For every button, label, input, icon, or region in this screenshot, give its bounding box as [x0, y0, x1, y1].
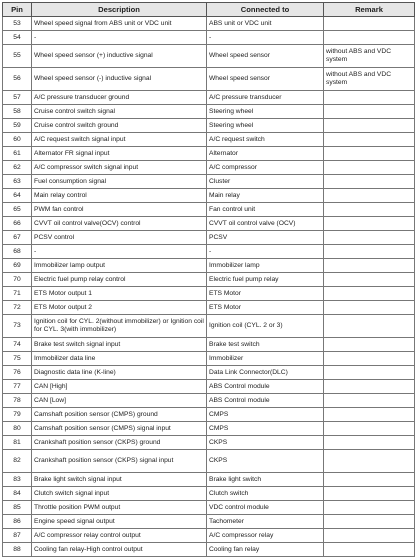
- remark-cell: [324, 394, 415, 408]
- pin-cell: 57: [3, 91, 32, 105]
- description-cell: -: [32, 31, 207, 45]
- remark-cell: [324, 529, 415, 543]
- pin-cell: 69: [3, 259, 32, 273]
- table-row: [3, 394, 415, 408]
- connected-to-cell: Fan control unit: [207, 203, 324, 217]
- header-remark: Remark: [324, 3, 415, 17]
- table-row: [3, 133, 415, 147]
- table-row: [3, 175, 415, 189]
- connected-to-cell: Wheel speed sensor: [207, 45, 324, 68]
- connected-to-cell: PCSV: [207, 231, 324, 245]
- description-cell: Alternator FR signal input: [32, 147, 207, 161]
- description-cell: Immobilizer lamp output: [32, 259, 207, 273]
- remark-cell: [324, 473, 415, 487]
- connected-to-cell: ETS Motor: [207, 301, 324, 315]
- header-pin: Pin: [3, 3, 32, 17]
- remark-cell: [324, 231, 415, 245]
- description-cell: PWM fan control: [32, 203, 207, 217]
- table-row: [3, 45, 415, 68]
- connected-to-cell: Immobilizer: [207, 352, 324, 366]
- pin-cell: 77: [3, 380, 32, 394]
- pin-cell: 54: [3, 31, 32, 45]
- pin-cell: 87: [3, 529, 32, 543]
- connected-to-cell: -: [207, 245, 324, 259]
- connected-to-cell: Cluster: [207, 175, 324, 189]
- description-cell: Diagnostic data line (K-line): [32, 366, 207, 380]
- description-cell: CAN [High]: [32, 380, 207, 394]
- connected-to-cell: ABS unit or VDC unit: [207, 17, 324, 31]
- remark-cell: [324, 133, 415, 147]
- description-cell: Wheel speed signal from ABS unit or VDC unit: [32, 17, 207, 31]
- remark-cell: [324, 301, 415, 315]
- connected-to-cell: CKPS: [207, 436, 324, 450]
- table-row: [3, 315, 415, 338]
- table-row: [3, 273, 415, 287]
- connected-to-cell: ABS Control module: [207, 394, 324, 408]
- description-cell: A/C compressor switch signal input: [32, 161, 207, 175]
- pin-cell: 84: [3, 487, 32, 501]
- remark-cell: without ABS and VDC system: [324, 68, 415, 91]
- description-cell: CVVT oil control valve(OCV) control: [32, 217, 207, 231]
- connected-to-cell: Main relay: [207, 189, 324, 203]
- remark-cell: [324, 315, 415, 338]
- remark-cell: [324, 91, 415, 105]
- table-row: [3, 287, 415, 301]
- description-cell: Wheel speed sensor (-) inductive signal: [32, 68, 207, 91]
- description-cell: Immobilizer data line: [32, 352, 207, 366]
- table-row: [3, 217, 415, 231]
- pin-table: [2, 2, 414, 557]
- description-cell: Fuel consumption signal: [32, 175, 207, 189]
- remark-cell: [324, 408, 415, 422]
- pin-cell: 65: [3, 203, 32, 217]
- pin-cell: 82: [3, 450, 32, 473]
- remark-cell: [324, 203, 415, 217]
- connected-to-cell: Alternator: [207, 147, 324, 161]
- table-row: [3, 436, 415, 450]
- pin-cell: 79: [3, 408, 32, 422]
- table-row: [3, 408, 415, 422]
- table-row: [3, 231, 415, 245]
- connected-to-cell: CMPS: [207, 422, 324, 436]
- remark-cell: [324, 217, 415, 231]
- table-row: [3, 338, 415, 352]
- description-cell: Crankshaft position sensor (CKPS) signal input: [32, 450, 207, 473]
- table-row: [3, 501, 415, 515]
- connected-to-cell: Steering wheel: [207, 105, 324, 119]
- description-cell: Wheel speed sensor (+) inductive signal: [32, 45, 207, 68]
- connected-to-cell: A/C request switch: [207, 133, 324, 147]
- connected-to-cell: CKPS: [207, 450, 324, 473]
- table-row: [3, 259, 415, 273]
- remark-cell: [324, 450, 415, 473]
- description-cell: Throttle position PWM output: [32, 501, 207, 515]
- pin-cell: 74: [3, 338, 32, 352]
- pin-cell: 60: [3, 133, 32, 147]
- pin-cell: 76: [3, 366, 32, 380]
- table-row: [3, 119, 415, 133]
- remark-cell: [324, 287, 415, 301]
- remark-cell: [324, 273, 415, 287]
- table-row: [3, 203, 415, 217]
- table-row: [3, 68, 415, 91]
- connected-to-cell: Cooling fan relay: [207, 543, 324, 557]
- pin-cell: 70: [3, 273, 32, 287]
- table-row: [3, 161, 415, 175]
- connected-to-cell: CVVT oil control valve (OCV): [207, 217, 324, 231]
- connected-to-cell: A/C compressor: [207, 161, 324, 175]
- description-cell: Camshaft position sensor (CMPS) signal input: [32, 422, 207, 436]
- remark-cell: [324, 245, 415, 259]
- table-row: [3, 105, 415, 119]
- pin-cell: 63: [3, 175, 32, 189]
- connected-to-cell: Wheel speed sensor: [207, 68, 324, 91]
- remark-cell: [324, 31, 415, 45]
- description-cell: Cruise control switch signal: [32, 105, 207, 119]
- pin-cell: 67: [3, 231, 32, 245]
- remark-cell: [324, 436, 415, 450]
- remark-cell: [324, 119, 415, 133]
- connected-to-cell: CMPS: [207, 408, 324, 422]
- remark-cell: [324, 487, 415, 501]
- pin-cell: 55: [3, 45, 32, 68]
- connected-to-cell: Data Link Connector(DLC): [207, 366, 324, 380]
- pin-cell: 72: [3, 301, 32, 315]
- pin-cell: 71: [3, 287, 32, 301]
- description-cell: CAN [Low]: [32, 394, 207, 408]
- pin-cell: 80: [3, 422, 32, 436]
- pin-cell: 53: [3, 17, 32, 31]
- table-row: [3, 543, 415, 557]
- connector-pin-table: [2, 2, 415, 557]
- description-cell: Brake light switch signal input: [32, 473, 207, 487]
- pin-cell: 73: [3, 315, 32, 338]
- header-description: Description: [32, 3, 207, 17]
- table-row: [3, 17, 415, 31]
- remark-cell: [324, 338, 415, 352]
- pin-cell: 75: [3, 352, 32, 366]
- remark-cell: [324, 352, 415, 366]
- description-cell: A/C request switch signal input: [32, 133, 207, 147]
- connected-to-cell: -: [207, 31, 324, 45]
- pin-cell: 86: [3, 515, 32, 529]
- table-row: [3, 366, 415, 380]
- remark-cell: [324, 161, 415, 175]
- table-row: [3, 422, 415, 436]
- pin-cell: 61: [3, 147, 32, 161]
- connected-to-cell: ABS Control module: [207, 380, 324, 394]
- pin-cell: 85: [3, 501, 32, 515]
- connected-to-cell: Ignition coil (CYL. 2 or 3): [207, 315, 324, 338]
- remark-cell: [324, 17, 415, 31]
- pin-cell: 83: [3, 473, 32, 487]
- pin-cell: 62: [3, 161, 32, 175]
- table-row: [3, 245, 415, 259]
- remark-cell: [324, 422, 415, 436]
- pin-cell: 78: [3, 394, 32, 408]
- table-row: [3, 352, 415, 366]
- description-cell: Camshaft position sensor (CMPS) ground: [32, 408, 207, 422]
- description-cell: -: [32, 245, 207, 259]
- connected-to-cell: Immobilizer lamp: [207, 259, 324, 273]
- connected-to-cell: A/C compressor relay: [207, 529, 324, 543]
- remark-cell: [324, 105, 415, 119]
- table-body: [3, 17, 415, 557]
- connected-to-cell: VDC control module: [207, 501, 324, 515]
- description-cell: ETS Motor output 2: [32, 301, 207, 315]
- table-row: [3, 189, 415, 203]
- table-row: [3, 147, 415, 161]
- table-row: [3, 380, 415, 394]
- remark-cell: [324, 380, 415, 394]
- description-cell: Brake test switch signal input: [32, 338, 207, 352]
- pin-cell: 66: [3, 217, 32, 231]
- header-row: [3, 3, 415, 17]
- connected-to-cell: Steering wheel: [207, 119, 324, 133]
- description-cell: ETS Motor output 1: [32, 287, 207, 301]
- description-cell: Cruise control switch ground: [32, 119, 207, 133]
- pin-cell: 58: [3, 105, 32, 119]
- description-cell: Clutch switch signal input: [32, 487, 207, 501]
- pin-cell: 59: [3, 119, 32, 133]
- table-row: [3, 473, 415, 487]
- connected-to-cell: Brake light switch: [207, 473, 324, 487]
- remark-cell: [324, 543, 415, 557]
- table-row: [3, 91, 415, 105]
- remark-cell: [324, 189, 415, 203]
- connected-to-cell: Tachometer: [207, 515, 324, 529]
- description-cell: A/C pressure transducer ground: [32, 91, 207, 105]
- description-cell: Cooling fan relay-High control output: [32, 543, 207, 557]
- pin-cell: 68: [3, 245, 32, 259]
- remark-cell: [324, 366, 415, 380]
- table-row: [3, 301, 415, 315]
- description-cell: Crankshaft position sensor (CKPS) ground: [32, 436, 207, 450]
- remark-cell: [324, 147, 415, 161]
- pin-cell: 88: [3, 543, 32, 557]
- connected-to-cell: Electric fuel pump relay: [207, 273, 324, 287]
- description-cell: A/C compressor relay control output: [32, 529, 207, 543]
- description-cell: Engine speed signal output: [32, 515, 207, 529]
- remark-cell: [324, 515, 415, 529]
- table-row: [3, 450, 415, 473]
- description-cell: Electric fuel pump relay control: [32, 273, 207, 287]
- remark-cell: [324, 175, 415, 189]
- description-cell: Main relay control: [32, 189, 207, 203]
- pin-cell: 64: [3, 189, 32, 203]
- description-cell: Ignition coil for CYL. 2(without immobilizer) or Ignition coil for CYL. 3(with immobilizer): [32, 315, 207, 338]
- table-row: [3, 529, 415, 543]
- remark-cell: [324, 501, 415, 515]
- connected-to-cell: Clutch switch: [207, 487, 324, 501]
- table-row: [3, 515, 415, 529]
- connected-to-cell: Brake test switch: [207, 338, 324, 352]
- connected-to-cell: ETS Motor: [207, 287, 324, 301]
- description-cell: PCSV control: [32, 231, 207, 245]
- remark-cell: without ABS and VDC system: [324, 45, 415, 68]
- table-row: [3, 487, 415, 501]
- pin-cell: 81: [3, 436, 32, 450]
- connected-to-cell: A/C pressure transducer: [207, 91, 324, 105]
- pin-cell: 56: [3, 68, 32, 91]
- table-row: [3, 31, 415, 45]
- header-connected-to: Connected to: [207, 3, 324, 17]
- remark-cell: [324, 259, 415, 273]
